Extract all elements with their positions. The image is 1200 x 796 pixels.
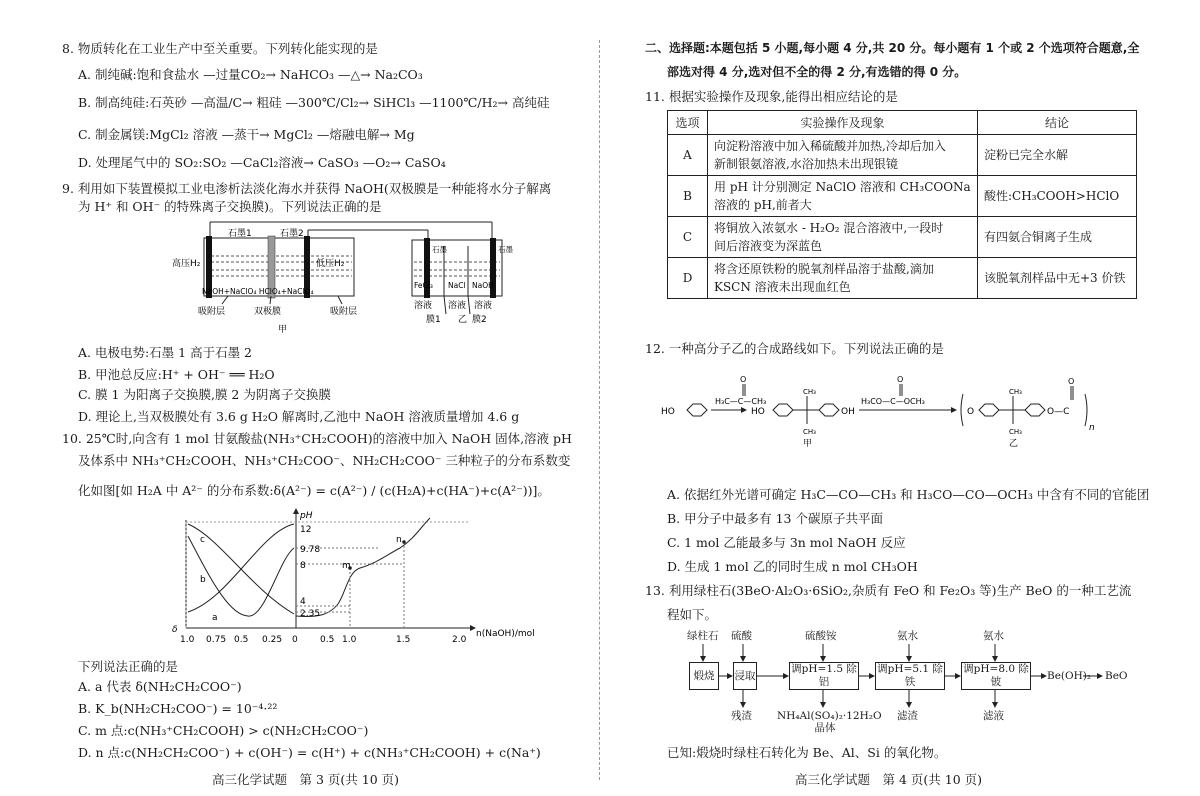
point-label-m: m	[342, 561, 351, 571]
ph-tick-12: 12	[300, 525, 312, 535]
q13-note: 已知:煅烧时绿柱石转化为 Be、Al、Si 的氧化物。	[667, 745, 947, 760]
curve-label-c: c	[200, 535, 205, 545]
q8-stem: 8. 物质转化在工业生产中至关重要。下列转化能实现的是	[62, 41, 378, 56]
ph-tick-8: 8	[300, 561, 306, 571]
row-d-op-line-2: KSCN 溶液未出现血红色	[714, 280, 851, 294]
row-b-operation	[708, 176, 978, 217]
q9-stem-2: 为 H⁺ 和 OH⁻ 的特殊离子交换膜)。下列说法正确的是	[78, 199, 382, 214]
label-yi-polymer: 乙	[1009, 439, 1019, 449]
q10-option-d: D. n 点:c(NH₂CH₂COO⁻) + c(OH⁻) = c(H⁺) + c(NH₃⁺CH₂COOH) + c(Na⁺)	[78, 745, 541, 760]
row-a-conclusion: 淀粉已完全水解	[978, 135, 1137, 176]
flow-input-ammonia-1: 氨水	[897, 630, 918, 642]
svg-text:CH₃: CH₃	[803, 428, 816, 436]
curve-label-b: b	[200, 575, 206, 585]
x-tick-right-2: 1.0	[342, 635, 357, 645]
point-label-n: n	[396, 535, 402, 545]
label-membrane-2: 膜2	[472, 315, 487, 325]
x-tick-left-3: 0.5	[234, 635, 249, 645]
q9-option-b: B. 甲池总反应:H⁺ + OH⁻ ══ H₂O	[78, 367, 275, 382]
svg-text:CH₃: CH₃	[1009, 428, 1022, 436]
flow-output-filter-residue: 滤渣	[897, 710, 918, 722]
svg-text:HO: HO	[751, 407, 765, 417]
flow-input-ammonia-2: 氨水	[983, 630, 1004, 642]
row-c-option: C	[668, 217, 708, 258]
label-absorb-right: 吸附层	[330, 307, 358, 317]
chart-delta-label: δ	[172, 625, 178, 635]
svg-text:O—C: O—C	[1047, 407, 1070, 417]
table-row	[668, 135, 1137, 176]
q13-stem-2: 程如下。	[667, 607, 718, 622]
q9-option-a: A. 电极电势:石墨 1 高于石墨 2	[78, 345, 253, 360]
chart-x-label: n(NaOH)/mol	[476, 629, 535, 639]
label-graphite-2: 石墨2	[280, 229, 304, 239]
q11-stem: 11. 根据实验操作及现象,能得出相应结论的是	[645, 89, 898, 104]
q9-stem-1: 9. 利用如下装置模拟工业电渗析法淡化海水并获得 NaOH(双极膜是一种能将水分子解离	[62, 181, 552, 196]
row-b-option: B	[668, 176, 708, 217]
electrodialysis-diagram	[172, 216, 532, 336]
table-row	[668, 258, 1137, 299]
q10-stem-1: 10. 25℃时,向含有 1 mol 甘氨酸盐(NH₃⁺CH₂COOH)的溶液中加入 NaOH 固体,溶液 pH	[62, 431, 572, 446]
footer-page-3: 高三化学试题 第 3 页(共 10 页)	[212, 772, 400, 787]
svg-text:CH₃: CH₃	[803, 388, 816, 396]
label-jia-molecule: 甲	[803, 439, 813, 449]
page-divider	[599, 40, 600, 780]
label-low-pressure-h2: 低压H₂	[316, 259, 345, 269]
table-row	[668, 217, 1137, 258]
q12-stem: 12. 一种高分子乙的合成路线如下。下列说法正确的是	[645, 341, 944, 356]
ph-tick-2-35: 2.35	[300, 609, 321, 619]
label-n: n	[1089, 423, 1095, 433]
svg-text:OH: OH	[841, 407, 855, 417]
x-tick-left-1: 1.0	[180, 635, 195, 645]
header-conclusion: 结论	[978, 111, 1137, 135]
q10-option-c: C. m 点:c(NH₃⁺CH₂COOH) > c(NH₂CH₂COO⁻)	[78, 723, 369, 738]
svg-text:CH₃: CH₃	[1009, 388, 1022, 396]
label-yi: 乙	[458, 315, 468, 325]
svg-text:H₃C—C—CH₃: H₃C—C—CH₃	[715, 397, 767, 406]
label-solutions: NaOH+NaClO₄ HClO₄+NaClO₄	[202, 287, 314, 296]
x-tick-left-2: 0.75	[206, 635, 227, 645]
flow-step-remove-fe: 调pH=5.1 除铁	[875, 662, 945, 690]
q8-option-d: D. 处理尾气中的 SO₂:SO₂ —CaCl₂溶液→ CaSO₃ —O₂→ CaSO₄	[78, 155, 446, 170]
svg-text:O: O	[897, 375, 904, 384]
x-tick-right-1: 0.5	[320, 635, 335, 645]
flow-step-leach: 浸取	[733, 662, 757, 690]
row-a-option: A	[668, 135, 708, 176]
section-2-line-2: 部选对得 4 分,选对但不全的得 2 分,有选错的得 0 分。	[667, 65, 967, 79]
q9-option-c: C. 膜 1 为阳离子交换膜,膜 2 为阴离子交换膜	[78, 387, 331, 402]
label-bipolar: 双极膜	[254, 307, 282, 317]
q10-stem-2: 及体系中 NH₃⁺CH₂COOH、NH₃⁺CH₂COO⁻、NH₂CH₂COO⁻ 三种粒子的分布系数变	[78, 453, 571, 468]
label-absorb-left: 吸附层	[198, 307, 226, 317]
row-d-conclusion: 该脱氧剂样品中无+3 价铁	[978, 258, 1137, 299]
label-membrane-1: 膜1	[426, 315, 441, 325]
chart-ph-label: pH	[300, 511, 313, 521]
table-row	[668, 176, 1137, 217]
q11-table	[667, 110, 1137, 299]
flow-input-beryl: 绿柱石	[687, 630, 719, 642]
page-4	[645, 0, 1150, 796]
flow-output-alum-crystal: NH₄Al(SO₄)₂·12H₂O 晶体	[777, 710, 882, 734]
flow-product-beo: BeO	[1105, 670, 1128, 682]
q12-option-a: A. 依据红外光谱可确定 H₃C—CO—CH₃ 和 H₃CO—CO—OCH₃ 中含有不同的官能团	[667, 487, 1150, 502]
process-flowchart	[681, 628, 1141, 738]
row-b-conclusion: 酸性:CH₃COOH>HClO	[978, 176, 1137, 217]
row-b-op-line-2: 溶液的 pH,前者大	[714, 198, 812, 212]
section-2-line-1: 二、选择题:本题包括 5 小题,每小题 4 分,共 20 分。每小题有 1 个或 2 个选项符合题意,全	[645, 41, 1140, 55]
svg-text:O: O	[1068, 377, 1075, 386]
flow-input-ammonium-sulfate: 硫酸铵	[805, 630, 837, 642]
row-c-op-line-1: 将铜放入浓氨水 - H₂O₂ 混合溶液中,一段时	[714, 221, 944, 235]
q8-option-a: A. 制纯碱:饱和食盐水 —过量CO₂→ NaHCO₃ —△→ Na₂CO₃	[78, 67, 423, 82]
curve-label-a: a	[212, 613, 218, 623]
ph-tick-9-78: 9.78	[300, 545, 321, 555]
q12-option-c: C. 1 mol 乙能最多与 3n mol NaOH 反应	[667, 535, 906, 550]
label-jia: 甲	[278, 325, 288, 335]
row-c-operation	[708, 217, 978, 258]
svg-text:H₃CO—C—OCH₃: H₃CO—C—OCH₃	[861, 397, 925, 406]
row-a-op-line-2: 新制银氨溶液,水浴加热未出现银镜	[714, 157, 898, 171]
q10-sub: 下列说法正确的是	[78, 659, 179, 674]
label-graphite-left-b: 石墨	[432, 245, 447, 254]
row-d-operation	[708, 258, 978, 299]
header-option: 选项	[668, 111, 708, 135]
ph-tick-4: 4	[300, 597, 306, 607]
flow-output-residue: 残渣	[731, 710, 752, 722]
q9-option-d: D. 理论上,当双极膜处有 3.6 g H₂O 解离时,乙池中 NaOH 溶液质量增加 4.6 g	[78, 409, 520, 424]
svg-text:O: O	[740, 375, 747, 384]
label-fecl3: FeCl₃	[414, 281, 433, 290]
q8-option-b: B. 制高纯硅:石英砂 —高温/C→ 粗硅 —300℃/Cl₂→ SiHCl₃ —1100℃/H₂→ 高纯硅	[78, 95, 550, 110]
q8-option-c: C. 制金属镁:MgCl₂ 溶液 —蒸干→ MgCl₂ —熔融电解→ Mg	[78, 127, 415, 142]
header-operation: 实验操作及现象	[708, 111, 978, 135]
q12-option-b: B. 甲分子中最多有 13 个碳原子共平面	[667, 511, 883, 526]
page-3	[62, 0, 582, 796]
footer-page-4: 高三化学试题 第 4 页(共 10 页)	[795, 772, 983, 787]
label-high-pressure-h2: 高压H₂	[172, 259, 201, 269]
flow-step-calcine: 煅烧	[689, 662, 719, 690]
svg-text:HO: HO	[661, 407, 675, 417]
label-solution-1: 溶液	[414, 301, 433, 311]
table-header-row	[668, 111, 1137, 135]
q13-stem-1: 13. 利用绿柱石(3BeO·Al₂O₃·6SiO₂,杂质有 FeO 和 Fe₂O₃ 等)生产 BeO 的一种工艺流	[645, 583, 1132, 598]
row-b-op-line-1: 用 pH 计分别测定 NaClO 溶液和 CH₃COONa	[714, 180, 971, 194]
row-c-conclusion: 有四氨合铜离子生成	[978, 217, 1137, 258]
x-tick-right-4: 2.0	[452, 635, 467, 645]
synthesis-route	[661, 374, 1141, 448]
q12-option-d: D. 生成 1 mol 乙的同时生成 n mol CH₃OH	[667, 559, 918, 574]
flow-step-remove-be: 调pH=8.0 除铍	[961, 662, 1031, 690]
x-tick-left-4: 0.25	[262, 635, 283, 645]
row-a-operation	[708, 135, 978, 176]
x-tick-right-3: 1.5	[396, 635, 411, 645]
flow-step-remove-al: 调pH=1.5 除铝	[789, 662, 859, 690]
label-naoh: NaOH	[472, 281, 494, 290]
flow-product-be-oh2: Be(OH)₂	[1047, 670, 1092, 682]
distribution-chart	[170, 508, 535, 645]
label-solution-2: 溶液	[448, 301, 467, 311]
q10-option-b: B. K_b(NH₂CH₂COO⁻) = 10⁻⁴·²²	[78, 701, 278, 716]
svg-text:O: O	[967, 407, 975, 417]
label-nacl: NaCl	[448, 281, 466, 290]
row-c-op-line-2: 间后溶液变为深蓝色	[714, 239, 823, 253]
label-solution-3: 溶液	[474, 301, 493, 311]
label-graphite-1: 石墨1	[228, 229, 252, 239]
x-tick-left-5: 0	[292, 635, 298, 645]
row-d-op-line-1: 将含还原铁粉的脱氧剂样品溶于盐酸,滴加	[714, 262, 934, 276]
q10-stem-3: 化如图[如 H₂A 中 A²⁻ 的分布系数:δ(A²⁻) = c(A²⁻) / (c(H₂A)+c(HA⁻)+c(A²⁻))]。	[78, 483, 550, 498]
q10-option-a: A. a 代表 δ(NH₂CH₂COO⁻)	[78, 679, 242, 694]
row-d-option: D	[668, 258, 708, 299]
label-graphite-right-b: 石墨	[498, 245, 513, 254]
flow-output-filtrate: 滤液	[983, 710, 1004, 722]
flow-input-sulfuric-acid: 硫酸	[731, 630, 752, 642]
row-a-op-line-1: 向淀粉溶液中加入稀硫酸并加热,冷却后加入	[714, 139, 946, 153]
